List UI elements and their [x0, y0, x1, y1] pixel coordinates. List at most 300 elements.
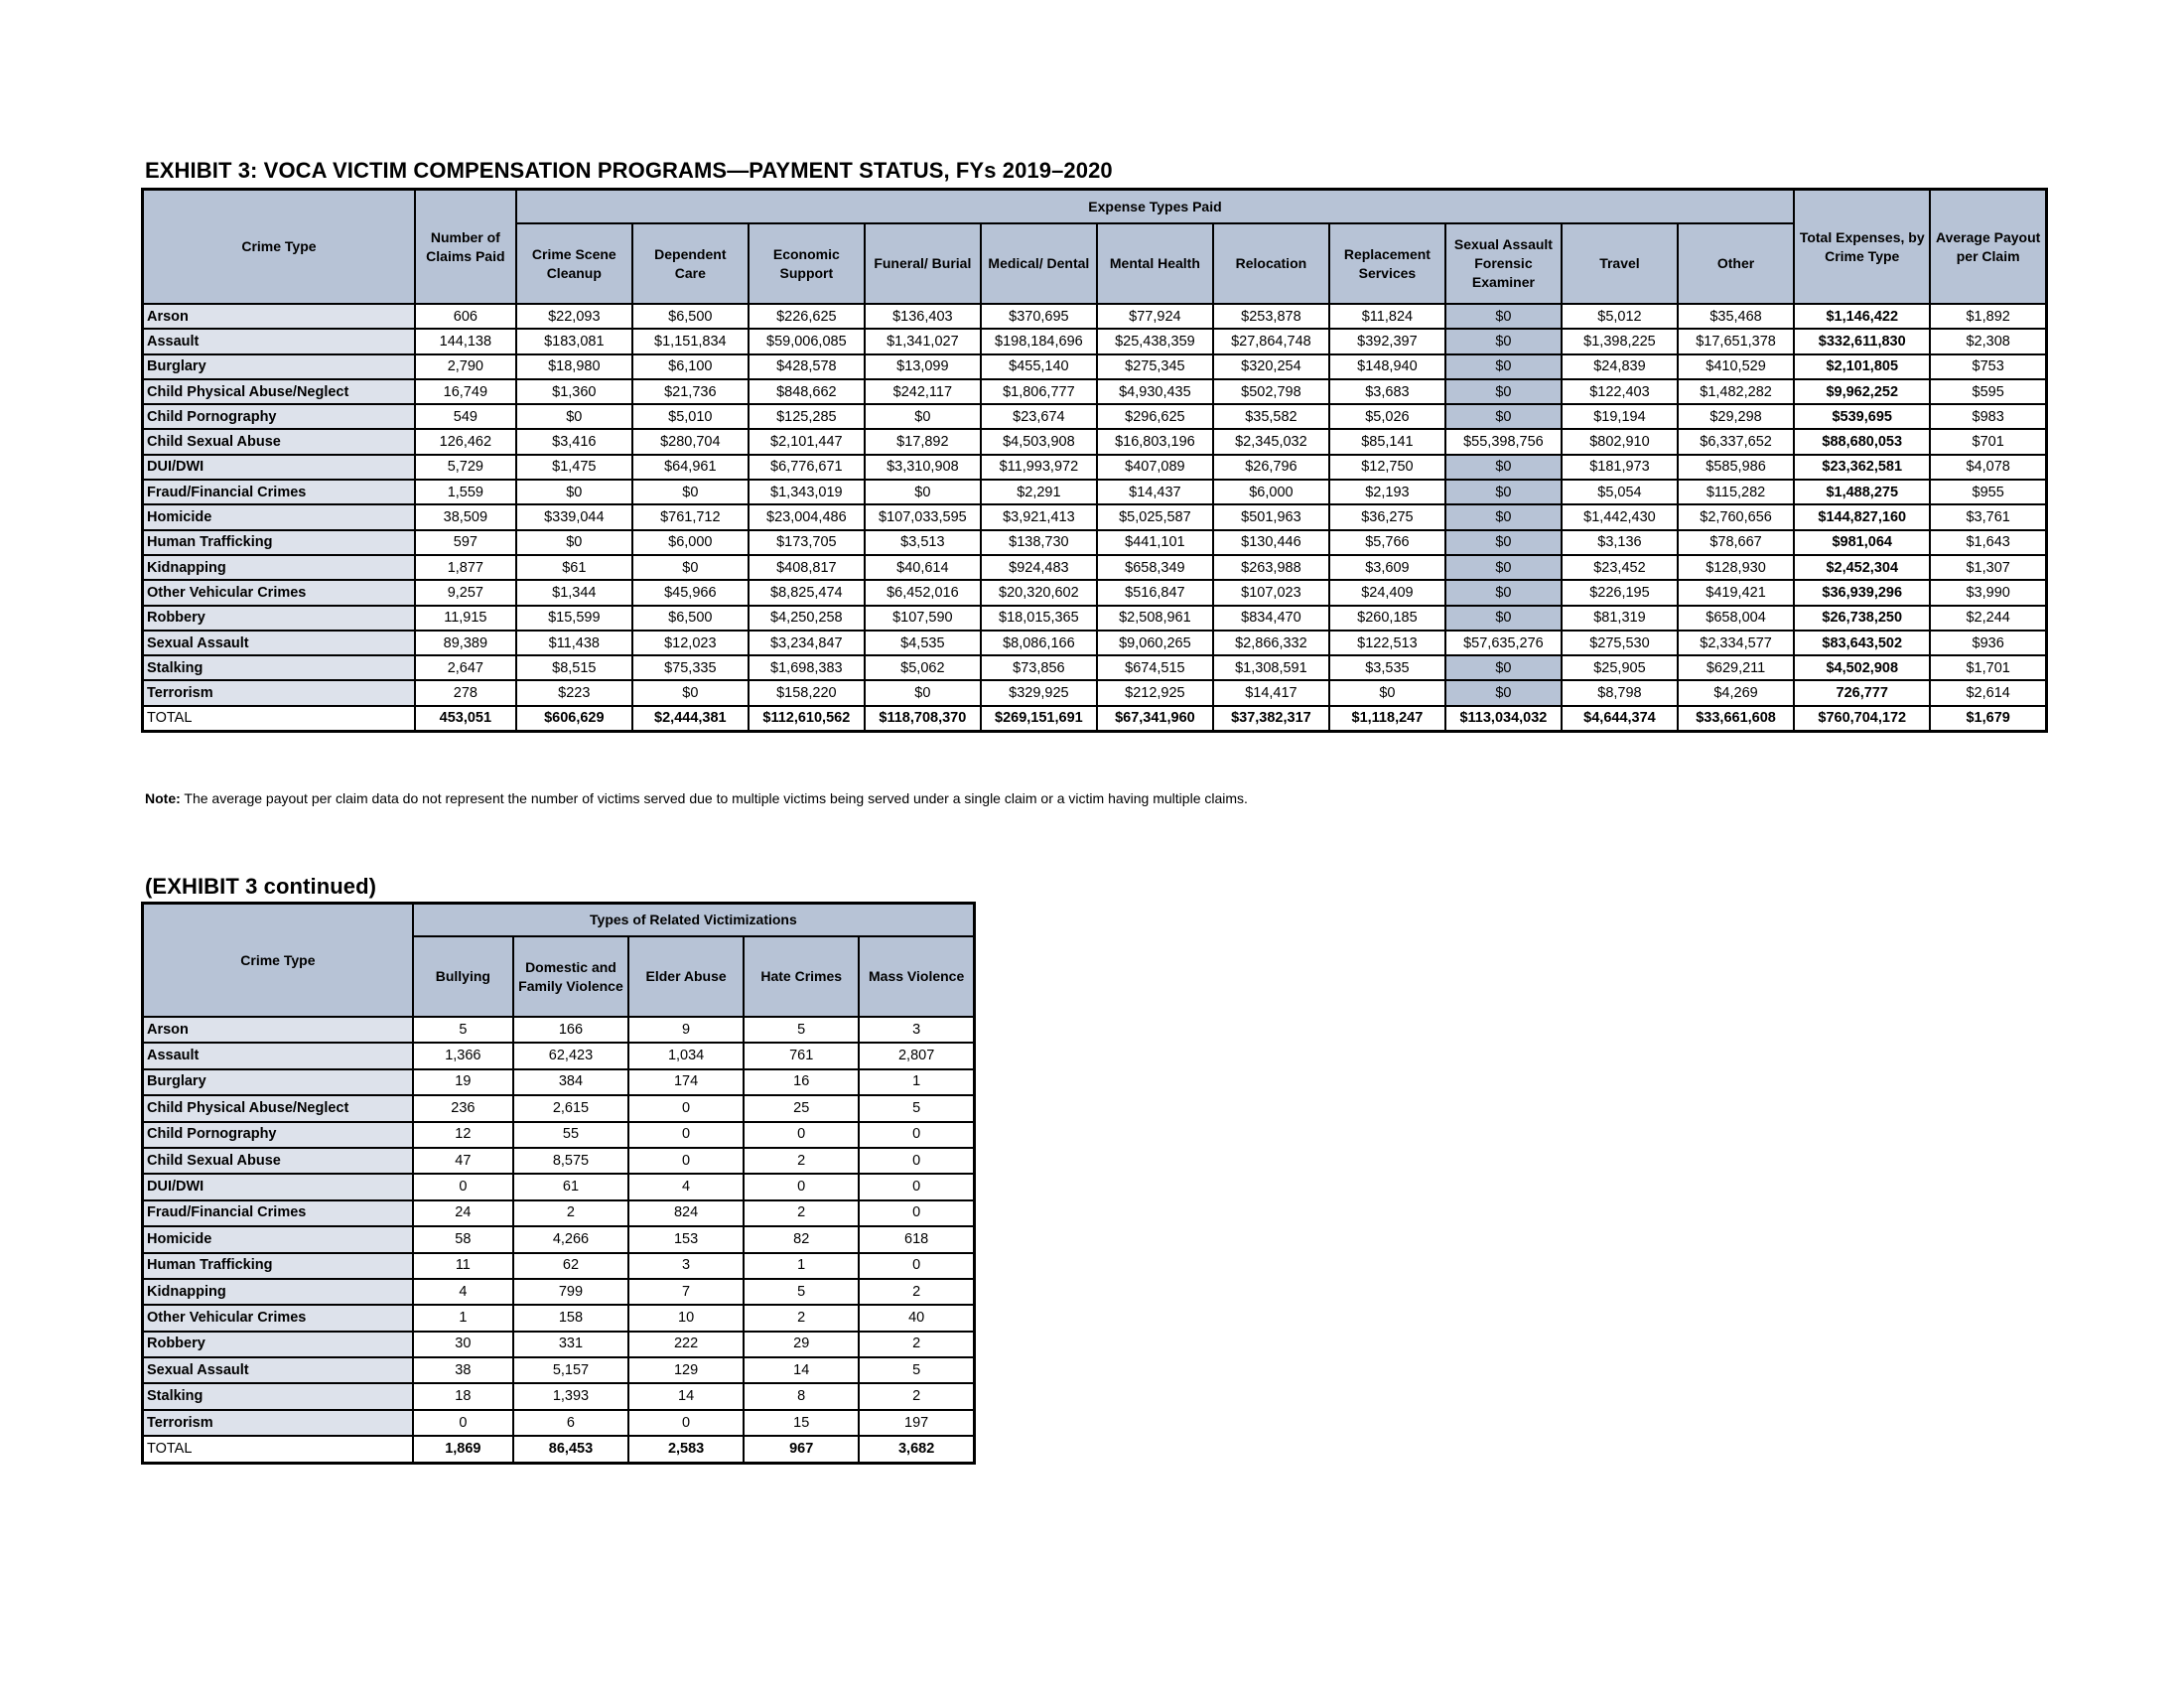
total-expenses-cell: $36,939,296: [1794, 580, 1930, 605]
victimization-type-header: Bullying: [413, 936, 513, 1017]
expense-cell: $296,625: [1097, 404, 1213, 429]
crime-type-cell: Fraud/Financial Crimes: [143, 1200, 413, 1226]
expense-cell: $674,515: [1097, 655, 1213, 680]
exhibit-title: EXHIBIT 3: VOCA VICTIM COMPENSATION PROGRAMS—PAYMENT STATUS, FYs 2019–2020: [145, 158, 1113, 183]
expense-cell: $339,044: [516, 504, 632, 529]
victimization-count-cell: 61: [513, 1174, 628, 1199]
victimization-count-cell: 1: [859, 1069, 974, 1095]
expense-cell: $78,667: [1678, 530, 1794, 555]
victimization-count-cell: 236: [413, 1095, 513, 1121]
victimization-count-cell: 4: [413, 1279, 513, 1305]
expense-type-header: Economic Support: [749, 223, 865, 304]
expense-cell: $9,060,265: [1097, 631, 1213, 655]
victimization-count-cell: 2,583: [628, 1436, 744, 1463]
victimization-count-cell: 55: [513, 1122, 628, 1148]
claims-cell: 597: [415, 530, 516, 555]
expense-cell: $12,023: [632, 631, 749, 655]
expense-cell: $0: [865, 404, 981, 429]
victimization-count-cell: 2,615: [513, 1095, 628, 1121]
expense-cell: $0: [1445, 304, 1562, 329]
average-payout-header: Average Payout per Claim: [1930, 190, 2046, 305]
victimization-type-header: Elder Abuse: [628, 936, 744, 1017]
victimization-count-cell: 799: [513, 1279, 628, 1305]
expense-cell: $6,500: [632, 606, 749, 631]
average-payout-cell: $1,307: [1930, 555, 2046, 580]
expense-type-header: Relocation: [1213, 223, 1329, 304]
expense-cell: $8,515: [516, 655, 632, 680]
victimization-count-cell: 2: [744, 1305, 859, 1331]
crime-type-cell: Burglary: [143, 1069, 413, 1095]
expense-cell: $4,503,908: [981, 429, 1097, 454]
victimization-count-cell: 5: [859, 1095, 974, 1121]
expense-cell: $0: [1329, 680, 1445, 705]
victimization-count-cell: 0: [859, 1174, 974, 1199]
expense-cell: $2,508,961: [1097, 606, 1213, 631]
note: [145, 790, 1248, 806]
expense-cell: $27,864,748: [1213, 329, 1329, 353]
expense-cell: $1,341,027: [865, 329, 981, 353]
note-label: Note:: [145, 790, 181, 806]
expense-cell: $408,817: [749, 555, 865, 580]
expense-cell: $6,000: [632, 530, 749, 555]
claims-cell: 2,790: [415, 354, 516, 379]
total-expenses-cell: $26,738,250: [1794, 606, 1930, 631]
table-row: [143, 1332, 975, 1357]
total-expenses-header: Total Expenses, by Crime Type: [1794, 190, 1930, 305]
crime-type-cell: Human Trafficking: [143, 1253, 413, 1279]
exhibit-continued-title: (EXHIBIT 3 continued): [145, 874, 377, 899]
victimization-count-cell: 10: [628, 1305, 744, 1331]
expense-cell: $0: [632, 555, 749, 580]
expense-cell: $125,285: [749, 404, 865, 429]
expense-cell: $6,500: [632, 304, 749, 329]
expense-cell: $6,000: [1213, 480, 1329, 504]
victimization-count-cell: 5,157: [513, 1357, 628, 1383]
expense-cell: $5,012: [1562, 304, 1678, 329]
expense-cell: $370,695: [981, 304, 1097, 329]
expense-cell: $5,766: [1329, 530, 1445, 555]
crime-type-cell: Robbery: [143, 1332, 413, 1357]
table-row: [143, 379, 2047, 404]
expense-cell: $1,308,591: [1213, 655, 1329, 680]
expense-cell: $73,856: [981, 655, 1097, 680]
total-row: [143, 1436, 975, 1463]
claims-cell: 11,915: [415, 606, 516, 631]
expense-cell: $3,921,413: [981, 504, 1097, 529]
table-row: [143, 1174, 975, 1199]
expense-cell: $5,054: [1562, 480, 1678, 504]
expense-cell: $24,839: [1562, 354, 1678, 379]
expense-cell: $1,118,247: [1329, 706, 1445, 732]
expense-cell: $148,940: [1329, 354, 1445, 379]
table-row: [143, 329, 2047, 353]
expense-cell: $253,878: [1213, 304, 1329, 329]
expense-cell: $2,444,381: [632, 706, 749, 732]
table-row: [143, 455, 2047, 480]
victimization-count-cell: 2,807: [859, 1043, 974, 1068]
crime-type-cell: Child Pornography: [143, 1122, 413, 1148]
expense-cell: $13,099: [865, 354, 981, 379]
crime-type-cell: Kidnapping: [143, 1279, 413, 1305]
expense-cell: $329,925: [981, 680, 1097, 705]
victimization-count-cell: 16: [744, 1069, 859, 1095]
total-expenses-cell: $4,502,908: [1794, 655, 1930, 680]
expense-cell: $407,089: [1097, 455, 1213, 480]
expense-cell: $0: [516, 480, 632, 504]
victimization-count-cell: 761: [744, 1043, 859, 1068]
table-row: [143, 1069, 975, 1095]
table-row: [143, 1043, 975, 1068]
crime-type-cell: Homicide: [143, 504, 415, 529]
victimization-type-header: Mass Violence: [859, 936, 974, 1017]
crime-type-cell: Kidnapping: [143, 555, 415, 580]
victimization-count-cell: 7: [628, 1279, 744, 1305]
expense-cell: $4,535: [865, 631, 981, 655]
expense-cell: $924,483: [981, 555, 1097, 580]
claims-cell: 2,647: [415, 655, 516, 680]
average-payout-cell: $3,761: [1930, 504, 2046, 529]
victimization-count-cell: 0: [859, 1200, 974, 1226]
expense-cell: $17,892: [865, 429, 981, 454]
victimization-count-cell: 2: [513, 1200, 628, 1226]
victimization-count-cell: 5: [413, 1017, 513, 1043]
victimization-count-cell: 15: [744, 1410, 859, 1436]
claims-header: Number of Claims Paid: [415, 190, 516, 305]
expense-cell: $441,101: [1097, 530, 1213, 555]
average-payout-cell: $955: [1930, 480, 2046, 504]
expense-cell: $1,151,834: [632, 329, 749, 353]
victimization-count-cell: 25: [744, 1095, 859, 1121]
expense-cell: $5,025,587: [1097, 504, 1213, 529]
expense-cell: $115,282: [1678, 480, 1794, 504]
average-payout-cell: $2,244: [1930, 606, 2046, 631]
expense-type-header: Medical/ Dental: [981, 223, 1097, 304]
expense-cell: $14,417: [1213, 680, 1329, 705]
expense-cell: $85,141: [1329, 429, 1445, 454]
expense-cell: $67,341,960: [1097, 706, 1213, 732]
expense-cell: $18,015,365: [981, 606, 1097, 631]
expense-cell: $6,452,016: [865, 580, 981, 605]
average-payout-cell: $1,892: [1930, 304, 2046, 329]
crime-type-cell: Fraud/Financial Crimes: [143, 480, 415, 504]
total-expenses-cell: $2,101,805: [1794, 354, 1930, 379]
expense-cell: $8,798: [1562, 680, 1678, 705]
victimization-count-cell: 2: [859, 1383, 974, 1409]
crime-type-cell: Sexual Assault: [143, 1357, 413, 1383]
victimization-count-cell: 2: [859, 1332, 974, 1357]
expense-cell: $11,824: [1329, 304, 1445, 329]
expense-cell: $606,629: [516, 706, 632, 732]
expense-cell: $275,530: [1562, 631, 1678, 655]
victimization-count-cell: 6: [513, 1410, 628, 1436]
expense-cell: $21,736: [632, 379, 749, 404]
victimization-count-cell: 197: [859, 1410, 974, 1436]
expense-cell: $1,475: [516, 455, 632, 480]
expense-cell: $8,086,166: [981, 631, 1097, 655]
average-payout-cell: $1,679: [1930, 706, 2046, 732]
expense-cell: $23,004,486: [749, 504, 865, 529]
expense-cell: $16,803,196: [1097, 429, 1213, 454]
expense-cell: $3,234,847: [749, 631, 865, 655]
expense-cell: $212,925: [1097, 680, 1213, 705]
victimization-count-cell: 0: [413, 1174, 513, 1199]
expense-cell: $5,010: [632, 404, 749, 429]
victimization-count-cell: 1: [413, 1305, 513, 1331]
claims-cell: 5,729: [415, 455, 516, 480]
expense-cell: $14,437: [1097, 480, 1213, 504]
expense-cell: $11,438: [516, 631, 632, 655]
expense-cell: $25,438,359: [1097, 329, 1213, 353]
expense-cell: $269,151,691: [981, 706, 1097, 732]
claims-cell: 606: [415, 304, 516, 329]
table-row: [143, 680, 2047, 705]
expense-cell: $158,220: [749, 680, 865, 705]
victimization-count-cell: 4,266: [513, 1226, 628, 1252]
claims-cell: 9,257: [415, 580, 516, 605]
victimization-count-cell: 30: [413, 1332, 513, 1357]
crime-type-cell: Burglary: [143, 354, 415, 379]
expense-cell: $2,334,577: [1678, 631, 1794, 655]
victimization-count-cell: 0: [744, 1122, 859, 1148]
victimization-count-cell: 153: [628, 1226, 744, 1252]
average-payout-cell: $595: [1930, 379, 2046, 404]
expense-cell: $629,211: [1678, 655, 1794, 680]
expense-cell: $118,708,370: [865, 706, 981, 732]
victimization-count-cell: 47: [413, 1148, 513, 1174]
victimization-count-cell: 3: [859, 1017, 974, 1043]
victimizations-group-header: Types of Related Victimizations: [413, 904, 975, 937]
average-payout-cell: $983: [1930, 404, 2046, 429]
victimization-count-cell: 58: [413, 1226, 513, 1252]
expense-cell: $0: [1445, 504, 1562, 529]
total-expenses-cell: $539,695: [1794, 404, 1930, 429]
total-expenses-cell: $760,704,172: [1794, 706, 1930, 732]
expense-cell: $3,535: [1329, 655, 1445, 680]
victimization-count-cell: 618: [859, 1226, 974, 1252]
expense-cell: $2,866,332: [1213, 631, 1329, 655]
expense-cell: $130,446: [1213, 530, 1329, 555]
expense-cell: $0: [1445, 530, 1562, 555]
expense-cell: $0: [865, 680, 981, 705]
expense-cell: $112,610,562: [749, 706, 865, 732]
victimization-count-cell: 14: [744, 1357, 859, 1383]
victimization-count-cell: 82: [744, 1226, 859, 1252]
expense-cell: $23,674: [981, 404, 1097, 429]
table-row: [143, 1383, 975, 1409]
table-row: [143, 1226, 975, 1252]
expense-cell: $834,470: [1213, 606, 1329, 631]
table-row: [143, 631, 2047, 655]
claims-cell: 38,509: [415, 504, 516, 529]
crime-type-cell: Assault: [143, 1043, 413, 1068]
victimization-count-cell: 40: [859, 1305, 974, 1331]
table-row: [143, 1017, 975, 1043]
expense-cell: $1,806,777: [981, 379, 1097, 404]
expense-type-header: Crime Scene Cleanup: [516, 223, 632, 304]
expense-cell: $4,644,374: [1562, 706, 1678, 732]
expense-cell: $0: [1445, 680, 1562, 705]
note-text: The average payout per claim data do not represent the number of victims served due to multiple victims being served under a single claim or a victim having multiple claims.: [180, 790, 1248, 806]
crime-type-header: Crime Type: [143, 904, 413, 1018]
expense-cell: $5,026: [1329, 404, 1445, 429]
average-payout-cell: $753: [1930, 354, 2046, 379]
expense-cell: $3,136: [1562, 530, 1678, 555]
expense-cell: $1,360: [516, 379, 632, 404]
expense-cell: $5,062: [865, 655, 981, 680]
average-payout-cell: $2,614: [1930, 680, 2046, 705]
total-expenses-cell: $144,827,160: [1794, 504, 1930, 529]
victimization-count-cell: 166: [513, 1017, 628, 1043]
victimization-count-cell: 24: [413, 1200, 513, 1226]
expense-cell: $2,193: [1329, 480, 1445, 504]
table-row: [143, 606, 2047, 631]
expense-cell: $0: [1445, 379, 1562, 404]
expense-cell: $410,529: [1678, 354, 1794, 379]
crime-type-cell: TOTAL: [143, 1436, 413, 1463]
expense-cell: $585,986: [1678, 455, 1794, 480]
expense-cell: $0: [516, 530, 632, 555]
expense-cell: $29,298: [1678, 404, 1794, 429]
expense-cell: $280,704: [632, 429, 749, 454]
average-payout-cell: $936: [1930, 631, 2046, 655]
victimization-count-cell: 3: [628, 1253, 744, 1279]
victimization-count-cell: 384: [513, 1069, 628, 1095]
table-row: [143, 1148, 975, 1174]
victimization-count-cell: 11: [413, 1253, 513, 1279]
victimization-count-cell: 1: [744, 1253, 859, 1279]
expense-cell: $136,403: [865, 304, 981, 329]
table-row: [143, 530, 2047, 555]
table-row: [143, 1200, 975, 1226]
expense-cell: $3,683: [1329, 379, 1445, 404]
expense-cell: $37,382,317: [1213, 706, 1329, 732]
expense-cell: $107,590: [865, 606, 981, 631]
victimization-count-cell: 1,034: [628, 1043, 744, 1068]
claims-cell: 549: [415, 404, 516, 429]
victimization-count-cell: 5: [744, 1279, 859, 1305]
crime-type-cell: Other Vehicular Crimes: [143, 580, 415, 605]
expense-cell: $1,482,282: [1678, 379, 1794, 404]
expense-cell: $658,349: [1097, 555, 1213, 580]
victimization-count-cell: 331: [513, 1332, 628, 1357]
claims-cell: 16,749: [415, 379, 516, 404]
average-payout-cell: $4,078: [1930, 455, 2046, 480]
expense-cell: $75,335: [632, 655, 749, 680]
victimization-count-cell: 5: [859, 1357, 974, 1383]
victimization-count-cell: 967: [744, 1436, 859, 1463]
victimization-count-cell: 129: [628, 1357, 744, 1383]
expense-cell: $2,291: [981, 480, 1097, 504]
claims-cell: 453,051: [415, 706, 516, 732]
victimization-count-cell: 14: [628, 1383, 744, 1409]
expense-cell: $0: [865, 480, 981, 504]
claims-cell: 126,462: [415, 429, 516, 454]
total-expenses-cell: $88,680,053: [1794, 429, 1930, 454]
expense-cell: $107,033,595: [865, 504, 981, 529]
expense-cell: $59,006,085: [749, 329, 865, 353]
victimization-count-cell: 19: [413, 1069, 513, 1095]
crime-type-cell: Robbery: [143, 606, 415, 631]
victimization-count-cell: 824: [628, 1200, 744, 1226]
expense-cell: $61: [516, 555, 632, 580]
expense-cell: $242,117: [865, 379, 981, 404]
expense-cell: $392,397: [1329, 329, 1445, 353]
expense-cell: $4,250,258: [749, 606, 865, 631]
expense-cell: $11,993,972: [981, 455, 1097, 480]
victimization-count-cell: 3,682: [859, 1436, 974, 1463]
claims-cell: 144,138: [415, 329, 516, 353]
crime-type-cell: Stalking: [143, 1383, 413, 1409]
expense-cell: $18,980: [516, 354, 632, 379]
average-payout-cell: $2,308: [1930, 329, 2046, 353]
victimization-count-cell: 0: [413, 1410, 513, 1436]
crime-type-cell: Child Pornography: [143, 404, 415, 429]
expense-cell: $35,582: [1213, 404, 1329, 429]
expense-cell: $419,421: [1678, 580, 1794, 605]
expense-cell: $1,398,225: [1562, 329, 1678, 353]
expense-cell: $8,825,474: [749, 580, 865, 605]
expense-type-header: Replacement Services: [1329, 223, 1445, 304]
average-payout-cell: $701: [1930, 429, 2046, 454]
victimization-count-cell: 1,869: [413, 1436, 513, 1463]
expense-cell: $275,345: [1097, 354, 1213, 379]
victimization-count-cell: 222: [628, 1332, 744, 1357]
table-row: [143, 555, 2047, 580]
table-row: [143, 404, 2047, 429]
expense-cell: $35,468: [1678, 304, 1794, 329]
expense-cell: $6,776,671: [749, 455, 865, 480]
expense-cell: $107,023: [1213, 580, 1329, 605]
expense-cell: $223: [516, 680, 632, 705]
expense-cell: $0: [632, 480, 749, 504]
expense-group-header: Expense Types Paid: [516, 190, 1794, 224]
crime-type-cell: Human Trafficking: [143, 530, 415, 555]
victimization-count-cell: 38: [413, 1357, 513, 1383]
expense-cell: $40,614: [865, 555, 981, 580]
expense-cell: $516,847: [1097, 580, 1213, 605]
crime-type-header: Crime Type: [143, 190, 415, 305]
total-expenses-cell: $332,611,830: [1794, 329, 1930, 353]
expense-type-header: Travel: [1562, 223, 1678, 304]
victimization-count-cell: 18: [413, 1383, 513, 1409]
victimization-count-cell: 174: [628, 1069, 744, 1095]
expense-cell: $0: [1445, 606, 1562, 631]
expense-cell: $17,651,378: [1678, 329, 1794, 353]
payment-status-table: [141, 188, 2048, 733]
expense-cell: $12,750: [1329, 455, 1445, 480]
expense-cell: $226,625: [749, 304, 865, 329]
expense-cell: $24,409: [1329, 580, 1445, 605]
crime-type-cell: Stalking: [143, 655, 415, 680]
expense-type-header: Sexual Assault Forensic Examiner: [1445, 223, 1562, 304]
expense-cell: $0: [1445, 329, 1562, 353]
victimization-count-cell: 0: [859, 1122, 974, 1148]
crime-type-cell: DUI/DWI: [143, 1174, 413, 1199]
total-expenses-cell: $1,488,275: [1794, 480, 1930, 504]
crime-type-cell: Child Sexual Abuse: [143, 1148, 413, 1174]
victimization-count-cell: 12: [413, 1122, 513, 1148]
expense-cell: $2,101,447: [749, 429, 865, 454]
victimization-count-cell: 8,575: [513, 1148, 628, 1174]
table-row: [143, 429, 2047, 454]
expense-cell: $36,275: [1329, 504, 1445, 529]
expense-cell: $45,966: [632, 580, 749, 605]
crime-type-cell: Child Physical Abuse/Neglect: [143, 379, 415, 404]
expense-cell: $198,184,696: [981, 329, 1097, 353]
expense-cell: $19,194: [1562, 404, 1678, 429]
total-expenses-cell: $9,962,252: [1794, 379, 1930, 404]
victimization-count-cell: 2: [744, 1200, 859, 1226]
